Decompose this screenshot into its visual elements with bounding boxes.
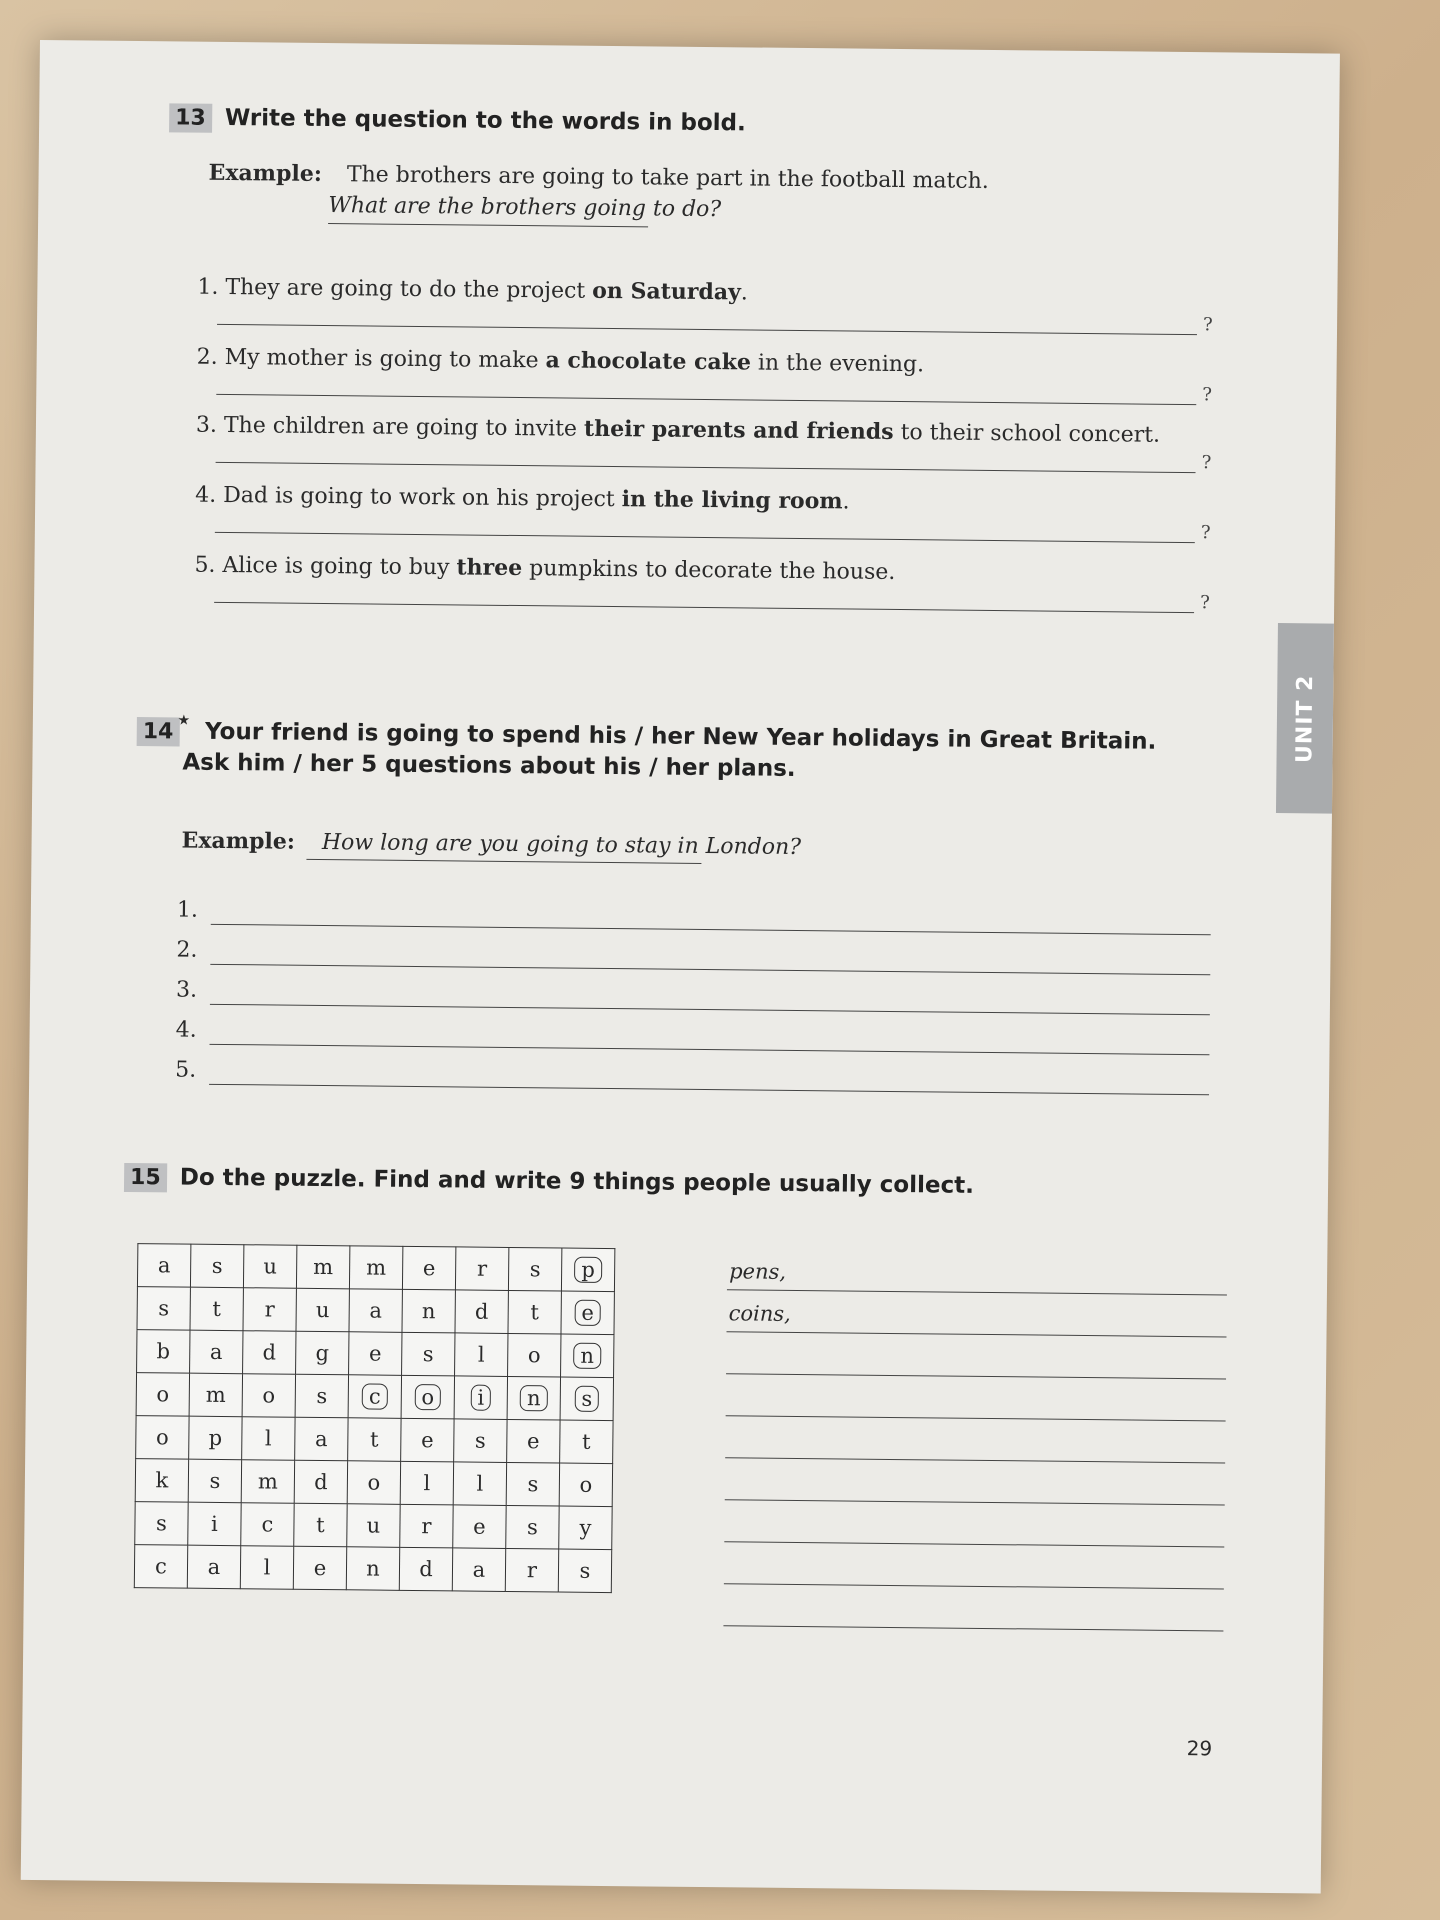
grid-cell[interactable]	[560, 1377, 613, 1421]
grid-letter: s	[474, 1428, 486, 1453]
grid-cell[interactable]	[505, 1548, 558, 1592]
answer-line[interactable]	[216, 462, 1196, 473]
grid-cell[interactable]	[294, 1460, 347, 1504]
grid-cell[interactable]	[402, 1289, 455, 1333]
collected-item-answer: pens,	[729, 1259, 787, 1284]
grid-letter: y	[579, 1515, 592, 1540]
example-sentence: The brothers are going to take part in the football match.	[346, 162, 989, 194]
answer-line[interactable]	[209, 1044, 1209, 1055]
grid-cell[interactable]	[348, 1375, 401, 1419]
grid-cell[interactable]	[506, 1505, 559, 1549]
question-mark: ?	[1202, 314, 1213, 336]
grid-cell[interactable]	[452, 1548, 505, 1592]
grid-letter: m	[366, 1255, 387, 1280]
grid-letter: d	[314, 1469, 328, 1495]
grid-row	[136, 1373, 613, 1421]
task-13-example-answer	[328, 193, 721, 222]
grid-cell[interactable]	[455, 1333, 508, 1377]
task-13-item	[195, 482, 850, 515]
example-answer: What are the brothers going to do?	[328, 193, 722, 223]
grid-cell[interactable]	[190, 1330, 243, 1374]
workbook-page	[21, 40, 1340, 1894]
grid-letter: t	[581, 1429, 591, 1454]
grid-letter: o	[579, 1472, 593, 1497]
grid-cell[interactable]	[401, 1375, 454, 1419]
question-number: 3.	[175, 977, 198, 1003]
answer-line[interactable]	[726, 1373, 1226, 1379]
grid-letter: a	[472, 1557, 486, 1582]
grid-cell[interactable]	[242, 1374, 295, 1418]
grid-cell[interactable]	[347, 1461, 400, 1505]
grid-cell[interactable]	[189, 1416, 242, 1460]
grid-letter: s	[211, 1253, 223, 1278]
grid-cell[interactable]	[561, 1248, 614, 1292]
grid-cell[interactable]	[137, 1330, 190, 1374]
example-label: Example:	[181, 827, 296, 855]
answer-line[interactable]	[214, 602, 1194, 613]
grid-cell[interactable]	[295, 1417, 348, 1461]
grid-cell[interactable]	[243, 1331, 296, 1375]
grid-letter: s	[579, 1558, 591, 1583]
grid-letter: g	[315, 1340, 330, 1366]
task-title-line2: Ask him / her 5 questions about his / her plans.	[182, 749, 796, 782]
grid-letter: l	[264, 1426, 272, 1451]
grid-letter: s	[527, 1472, 539, 1497]
task-number: 15	[124, 1163, 167, 1192]
grid-cell[interactable]	[400, 1504, 453, 1548]
grid-cell[interactable]	[243, 1288, 296, 1332]
grid-cell[interactable]	[137, 1287, 190, 1331]
item-bold-words: their parents and friends	[583, 415, 894, 445]
grid-letter: d	[474, 1299, 489, 1324]
grid-letter: n	[421, 1299, 436, 1324]
grid-cell[interactable]	[400, 1461, 453, 1505]
example-label: Example:	[208, 159, 323, 187]
grid-row	[137, 1244, 614, 1292]
grid-cell[interactable]	[135, 1502, 188, 1546]
item-text: 5. Alice is going to buy	[194, 552, 457, 581]
grid-letter: n	[573, 1343, 601, 1369]
page-number: 29	[1186, 1736, 1213, 1761]
grid-letter: i	[470, 1385, 491, 1411]
grid-cell[interactable]	[346, 1547, 399, 1591]
grid-letter: u	[263, 1254, 278, 1279]
grid-letter: s	[422, 1342, 434, 1367]
grid-cell[interactable]	[187, 1545, 240, 1589]
unit-tab	[1276, 623, 1334, 814]
grid-cell[interactable]	[349, 1289, 402, 1333]
grid-letter: m	[205, 1382, 226, 1408]
item-bold-words: on Saturday	[592, 277, 741, 306]
grid-letter: r	[421, 1514, 432, 1539]
grid-letter: m	[257, 1469, 278, 1494]
grid-cell[interactable]	[190, 1287, 243, 1331]
grid-cell[interactable]	[560, 1420, 613, 1464]
grid-letter: o	[155, 1425, 169, 1450]
grid-letter: o	[262, 1383, 276, 1408]
grid-letter: u	[366, 1513, 381, 1538]
task-13-item	[197, 344, 925, 378]
question-mark: ?	[1200, 522, 1211, 544]
grid-cell[interactable]	[559, 1463, 612, 1507]
grid-cell[interactable]	[349, 1246, 402, 1290]
example-answer-line	[328, 223, 648, 227]
grid-letter: b	[156, 1339, 171, 1364]
grid-cell[interactable]	[559, 1506, 612, 1550]
grid-cell[interactable]	[241, 1460, 294, 1504]
grid-letter: s	[158, 1296, 170, 1321]
grid-cell[interactable]	[508, 1333, 561, 1377]
grid-letter: s	[155, 1511, 167, 1536]
task-number: 14	[137, 717, 180, 746]
item-bold-words: in the living room	[621, 486, 843, 515]
task-15-header	[124, 1163, 974, 1201]
grid-cell[interactable]	[241, 1503, 294, 1547]
grid-letter: c	[261, 1512, 274, 1537]
item-text: 4. Dad is going to work on his project	[195, 482, 622, 513]
grid-letter: e	[527, 1429, 540, 1454]
item-text-end: .	[842, 489, 850, 515]
grid-letter: n	[520, 1385, 548, 1411]
question-mark: ?	[1202, 384, 1213, 406]
question-mark: ?	[1201, 452, 1212, 474]
question-number: 1.	[176, 897, 199, 923]
answer-line[interactable]	[727, 1289, 1227, 1295]
grid-cell[interactable]	[295, 1374, 348, 1418]
grid-letter: e	[313, 1555, 327, 1581]
grid-letter: a	[207, 1554, 221, 1579]
grid-letter: r	[264, 1297, 275, 1322]
grid-cell[interactable]	[455, 1290, 508, 1334]
grid-cell[interactable]	[402, 1246, 455, 1290]
task-13-item	[196, 412, 1160, 448]
answer-line[interactable]	[724, 1583, 1224, 1589]
grid-cell[interactable]	[136, 1373, 189, 1417]
grid-letter: o	[414, 1384, 441, 1410]
answer-line[interactable]	[210, 964, 1210, 975]
grid-letter: l	[423, 1471, 431, 1496]
grid-letter: a	[157, 1253, 171, 1278]
grid-cell[interactable]	[296, 1288, 349, 1332]
grid-row	[135, 1502, 612, 1550]
grid-letter: e	[421, 1428, 434, 1453]
grid-cell[interactable]	[507, 1419, 560, 1463]
grid-cell[interactable]	[399, 1547, 452, 1591]
task-13-item	[197, 274, 748, 306]
grid-cell[interactable]	[240, 1546, 293, 1590]
grid-letter: a	[314, 1426, 328, 1452]
grid-cell[interactable]	[190, 1244, 243, 1288]
answer-line[interactable]	[210, 1004, 1210, 1015]
grid-letter: p	[208, 1425, 223, 1450]
grid-letter: u	[315, 1297, 330, 1323]
grid-cell[interactable]	[401, 1418, 454, 1462]
grid-cell[interactable]	[508, 1290, 561, 1334]
answer-line[interactable]	[725, 1499, 1225, 1505]
answer-line[interactable]	[215, 532, 1195, 543]
question-mark: ?	[1200, 592, 1210, 614]
grid-letter: e	[473, 1514, 486, 1539]
grid-cell[interactable]	[189, 1373, 242, 1417]
answer-line[interactable]	[216, 394, 1196, 405]
word-search-grid	[134, 1243, 616, 1593]
grid-cell[interactable]	[453, 1462, 506, 1506]
grid-cell[interactable]	[507, 1376, 560, 1420]
unit-tab-label: UNIT 2	[1292, 673, 1318, 763]
grid-cell[interactable]	[294, 1503, 347, 1547]
item-text: 2. My mother is going to make	[196, 344, 546, 374]
grid-cell[interactable]	[296, 1331, 349, 1375]
task-13-example	[208, 160, 988, 194]
answer-line[interactable]	[727, 1331, 1227, 1337]
grid-letter: s	[529, 1257, 541, 1282]
grid-letter: t	[316, 1512, 325, 1538]
grid-row	[134, 1545, 611, 1593]
answer-line[interactable]	[209, 1084, 1209, 1095]
grid-cell[interactable]	[454, 1376, 507, 1420]
grid-cell[interactable]	[293, 1546, 346, 1590]
grid-cell[interactable]	[242, 1417, 295, 1461]
item-text: 1. They are going to do the project	[197, 274, 593, 304]
grid-letter: m	[313, 1254, 334, 1280]
item-text-end: to their school concert.	[893, 419, 1161, 448]
grid-letter: r	[526, 1558, 538, 1583]
grid-letter: t	[212, 1296, 222, 1321]
grid-cell[interactable]	[561, 1334, 614, 1378]
example-answer: How long are you going to stay in London?	[321, 829, 802, 861]
grid-cell[interactable]	[561, 1291, 614, 1335]
grid-cell[interactable]	[455, 1247, 508, 1291]
grid-letter: s	[574, 1386, 599, 1412]
answer-line[interactable]	[726, 1415, 1226, 1421]
item-bold-words: a chocolate cake	[545, 347, 752, 376]
answer-line[interactable]	[724, 1541, 1224, 1547]
item-text-end: pumpkins to decorate the house.	[522, 556, 896, 585]
grid-row	[137, 1287, 614, 1335]
grid-row	[136, 1416, 613, 1464]
grid-cell[interactable]	[402, 1332, 455, 1376]
grid-cell[interactable]	[188, 1502, 241, 1546]
grid-letter: o	[156, 1382, 170, 1407]
grid-letter: n	[366, 1556, 380, 1581]
grid-letter: d	[262, 1340, 277, 1365]
question-number: 2.	[176, 937, 198, 963]
grid-letter: d	[419, 1557, 433, 1582]
grid-letter: t	[530, 1300, 540, 1325]
grid-letter: o	[527, 1343, 541, 1368]
grid-letter: l	[476, 1471, 484, 1496]
star-icon: ★	[177, 712, 191, 729]
grid-letter: c	[155, 1554, 168, 1579]
grid-letter: c	[362, 1383, 388, 1409]
question-number: 4.	[175, 1017, 197, 1043]
item-text-end: .	[740, 280, 748, 306]
grid-letter: l	[477, 1342, 485, 1367]
grid-letter: i	[210, 1511, 218, 1536]
grid-cell[interactable]	[348, 1418, 401, 1462]
grid-cell[interactable]	[454, 1419, 507, 1463]
grid-cell[interactable]	[558, 1549, 611, 1593]
answer-line[interactable]	[211, 924, 1211, 935]
grid-letter: s	[209, 1468, 221, 1493]
grid-letter: a	[209, 1339, 223, 1364]
answer-line[interactable]	[723, 1625, 1223, 1631]
task-14-example	[181, 828, 801, 860]
grid-row	[137, 1330, 614, 1378]
question-number: 5.	[175, 1057, 197, 1083]
grid-letter: k	[155, 1468, 169, 1493]
grid-letter: o	[367, 1470, 381, 1495]
grid-cell[interactable]	[135, 1459, 188, 1503]
grid-cell[interactable]	[137, 1244, 190, 1288]
grid-letter: t	[370, 1427, 379, 1452]
task-13-item	[194, 552, 895, 585]
collected-item-answer: coins,	[728, 1301, 791, 1326]
task-number: 13	[169, 103, 212, 132]
grid-cell[interactable]	[134, 1545, 187, 1589]
grid-letter: l	[263, 1555, 271, 1580]
grid-letter: a	[369, 1298, 383, 1323]
item-text: 3. The children are going to invite	[195, 412, 585, 442]
grid-letter: r	[477, 1256, 488, 1281]
task-13-header	[169, 103, 746, 138]
task-title: Do the puzzle. Find and write 9 things people usually collect.	[179, 1164, 975, 1199]
grid-row	[135, 1459, 612, 1507]
grid-cell[interactable]	[136, 1416, 189, 1460]
grid-letter: s	[526, 1515, 538, 1540]
grid-cell[interactable]	[508, 1247, 561, 1291]
grid-cell[interactable]	[347, 1504, 400, 1548]
grid-cell[interactable]	[243, 1245, 296, 1289]
grid-letter: e	[574, 1300, 601, 1326]
example-answer-line	[306, 859, 701, 864]
grid-letter: p	[574, 1257, 602, 1283]
grid-cell[interactable]	[188, 1459, 241, 1503]
grid-letter: e	[422, 1256, 436, 1281]
grid-letter: s	[316, 1383, 328, 1409]
grid-letter: e	[368, 1341, 382, 1366]
answer-line[interactable]	[217, 324, 1197, 335]
grid-cell[interactable]	[349, 1332, 402, 1376]
task-title-line1: Your friend is going to spend his / her New Year holidays in Great Britain.	[204, 718, 1157, 755]
grid-cell[interactable]	[453, 1505, 506, 1549]
answer-line[interactable]	[725, 1457, 1225, 1463]
task-title: Write the question to the words in bold.	[224, 104, 746, 137]
grid-cell[interactable]	[296, 1245, 349, 1289]
item-text-end: in the evening.	[750, 350, 925, 378]
grid-cell[interactable]	[506, 1462, 559, 1506]
item-bold-words: three	[456, 554, 523, 582]
